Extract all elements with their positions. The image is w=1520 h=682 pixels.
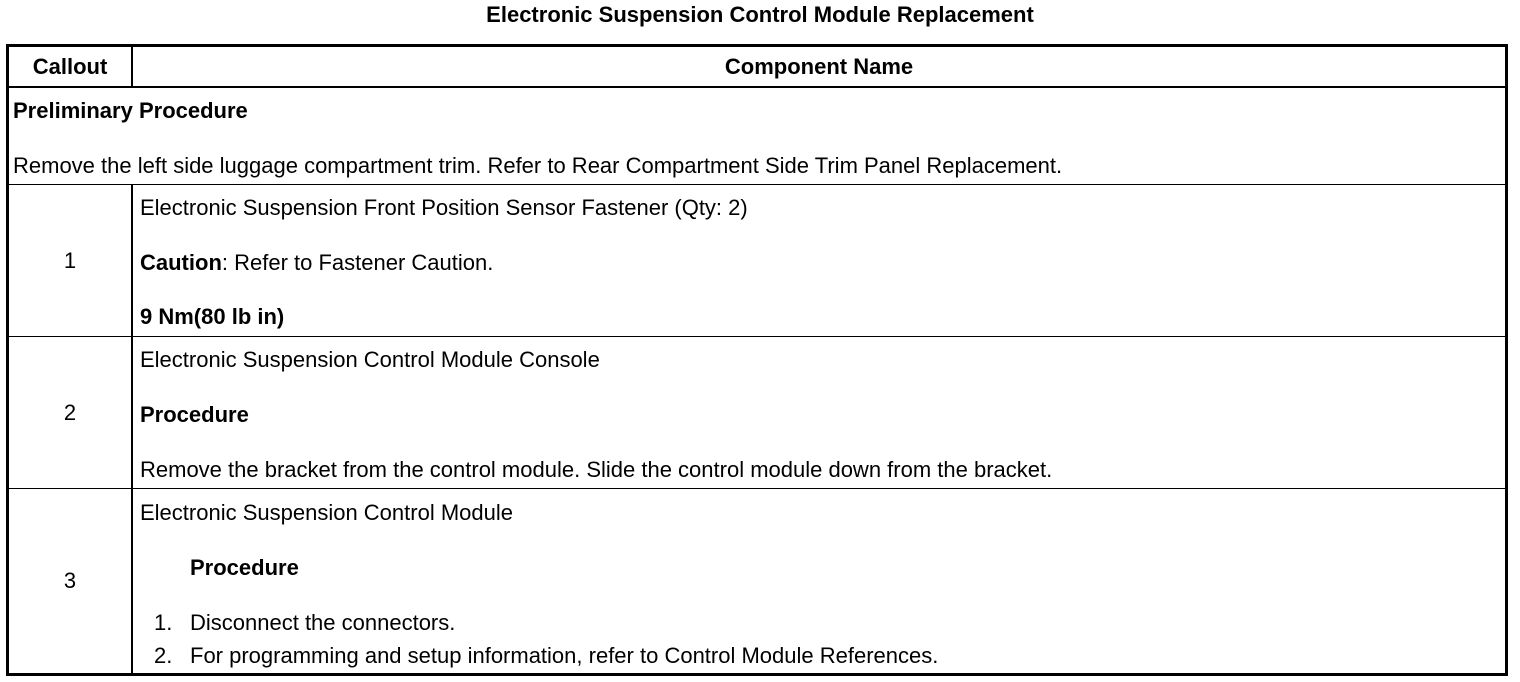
torque-spec: 9 Nm(80 lb in) [140, 304, 285, 329]
procedure-table [6, 44, 1508, 676]
callout-number: 2 [9, 337, 133, 488]
caution-line [140, 250, 493, 276]
table-row [9, 337, 1505, 489]
component-name: Electronic Suspension Control Module [140, 500, 513, 525]
table-row [9, 489, 1505, 673]
callout-number: 3 [9, 489, 133, 673]
component-cell [133, 185, 1505, 336]
preliminary-row [9, 88, 1505, 185]
callout-column-header: Callout [9, 47, 133, 86]
step-text: For programming and setup information, refer to Control Module References. [190, 643, 939, 668]
caution-text: : Refer to Fastener Caution. [221, 250, 494, 275]
page-title: Electronic Suspension Control Module Replacement [486, 2, 1034, 27]
procedure-text: Remove the bracket from the control module. Slide the control module down from the bracket. [140, 457, 1053, 482]
table-header-row [9, 47, 1505, 88]
component-name: Electronic Suspension Control Module Console [140, 347, 600, 372]
component-cell [133, 489, 1505, 673]
preliminary-text: Remove the left side luggage compartment trim. Refer to Rear Compartment Side Trim Panel Replacement. [13, 153, 1063, 178]
component-cell [133, 337, 1505, 488]
procedure-heading: Procedure [190, 555, 299, 580]
preliminary-heading: Preliminary Procedure [13, 98, 248, 123]
caution-label: Caution [140, 250, 222, 275]
step-text: Disconnect the connectors. [190, 610, 456, 635]
step-number: 1. [154, 610, 173, 635]
component-name: Electronic Suspension Front Position Sensor Fastener (Qty: 2) [140, 195, 748, 220]
step-number: 2. [154, 643, 173, 668]
table-row [9, 185, 1505, 337]
component-column-header: Component Name [724, 53, 914, 79]
procedure-heading: Procedure [140, 402, 249, 427]
callout-number: 1 [9, 185, 133, 336]
